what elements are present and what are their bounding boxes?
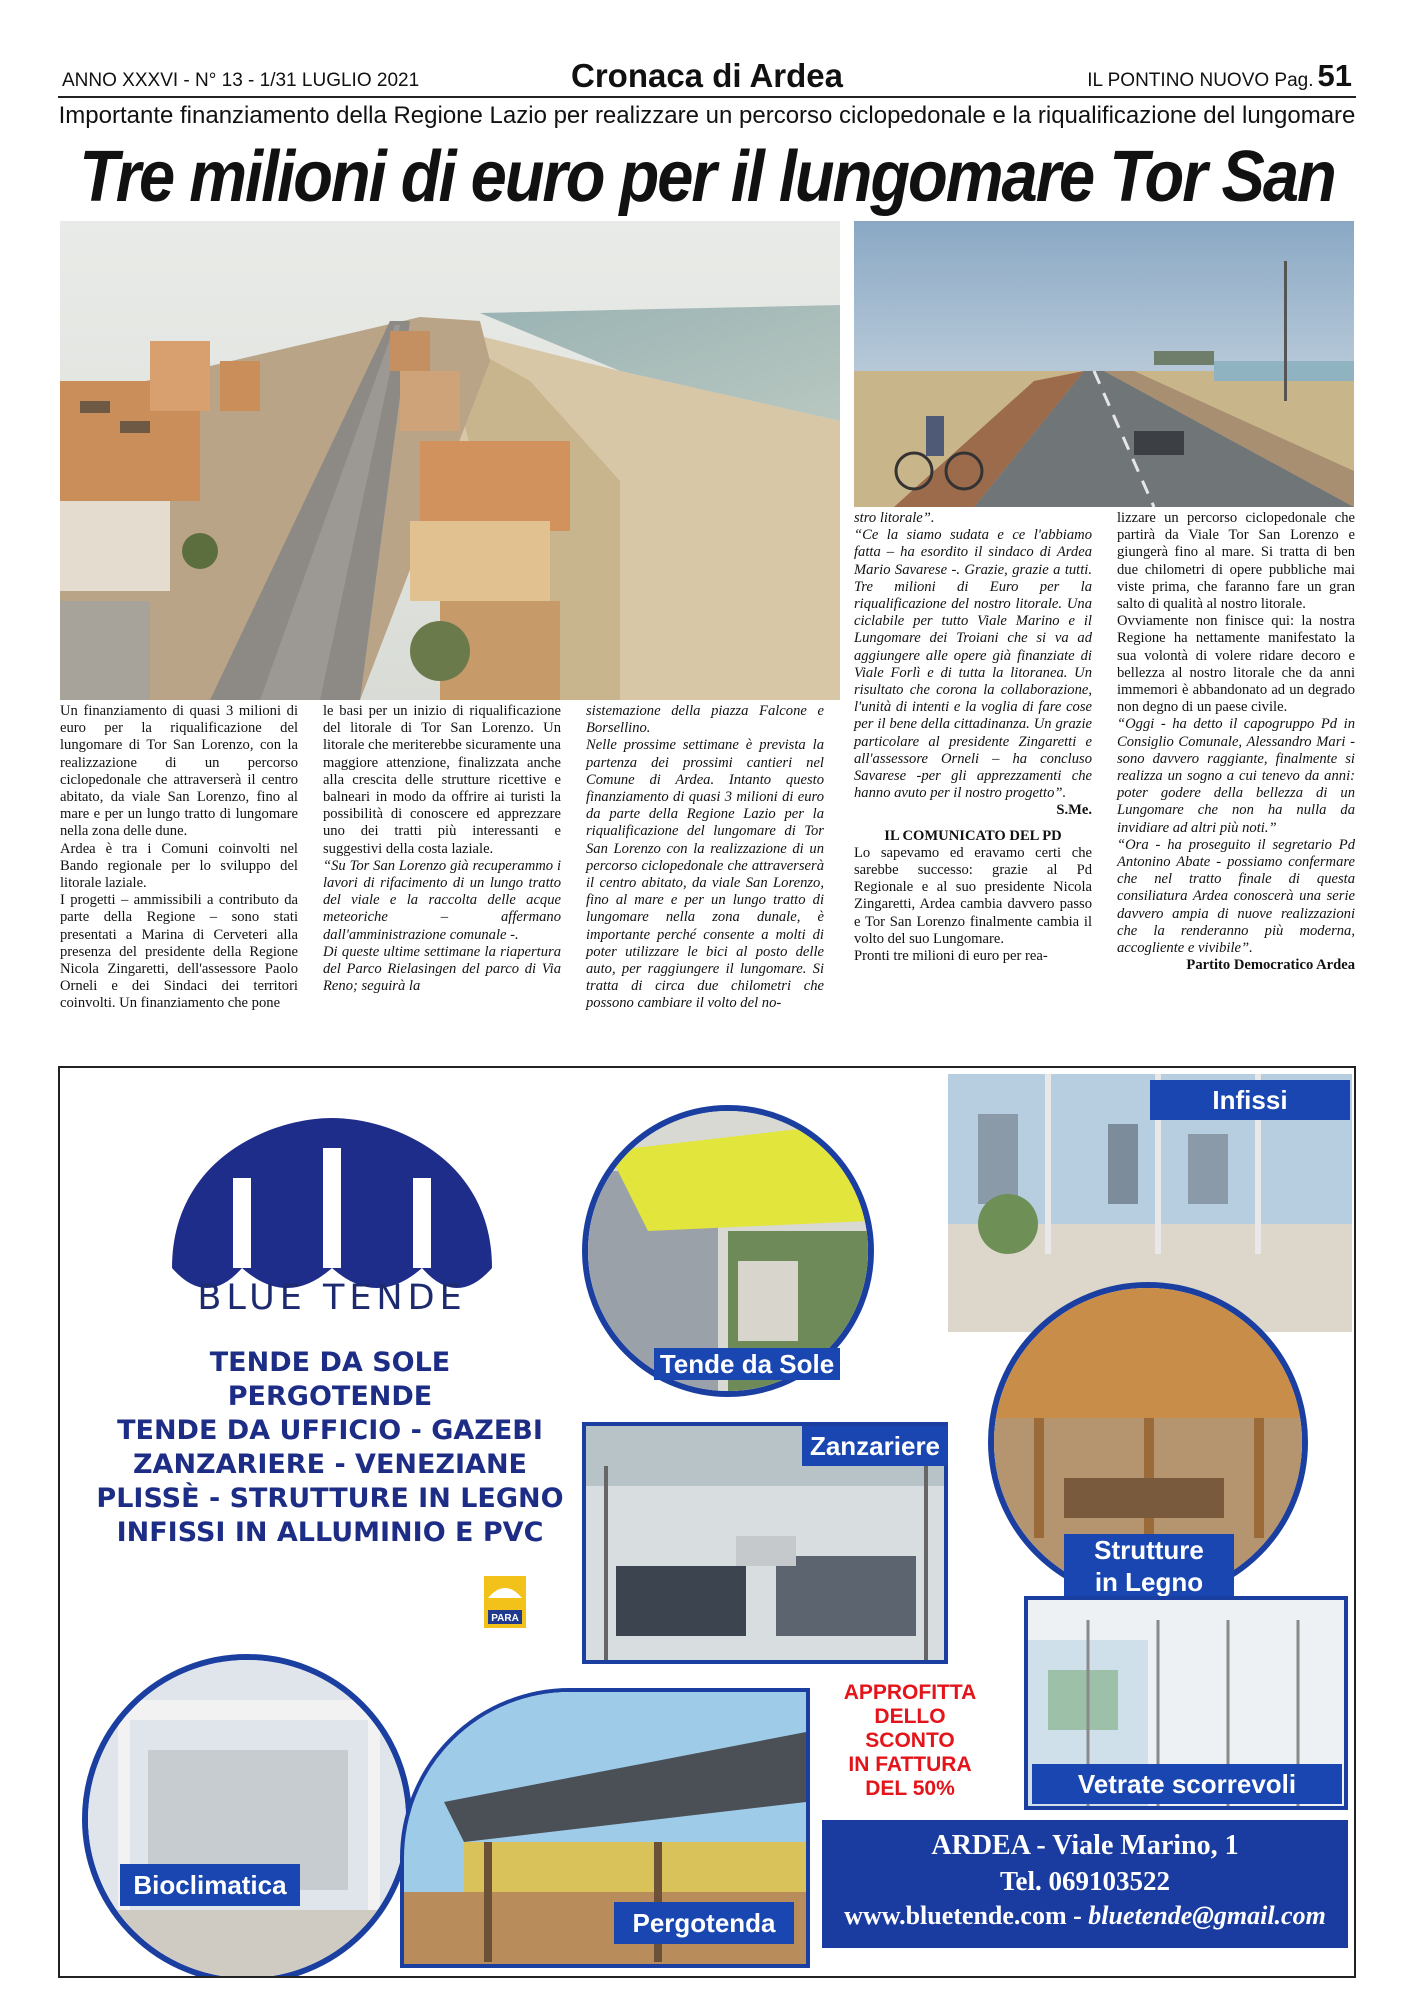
quote-paragraph: Nelle prossime settimane è prevista la partenza dei prossimi cantieri nel Comune di Ardea. Intanto questo finanziamento di quasi 3 milioni di euro da parte della Regione Lazio per la riqualificazione del lungomare di Tor San Lorenzo con la realizzazione di un percorso ciclopedonale che attraverserà il centro abitato, da viale San Lorenzo, fino al mare e per un lungo tratto di lungomare nella zona dunale, è importante perché consente a molti di poter utilizzare le bici al posto delle auto, per raggiungere il lungomare. Si tratta di circa due chilometri che possono cambiare il volto del no- <box>586 737 824 1012</box>
promo-line: SCONTO <box>865 1729 955 1752</box>
article-column-1 <box>60 703 298 1013</box>
aerial-coast-photo <box>60 221 840 700</box>
service-item: INFISSI IN ALLUMINIO E PVC <box>116 1517 544 1548</box>
paragraph: Lo sapevamo ed eravamo certi che sarebbe successo: grazie al Pd Regionale e al suo presidente Nicola Zingaretti, Ardea cambia davvero passo e Tor San Lorenzo finalmente cambia il volto del suo Lungomare. <box>854 844 1092 947</box>
article-column-3 <box>586 703 824 1013</box>
article-column-5 <box>1117 510 1355 974</box>
promo-line: IN FATTURA <box>848 1753 972 1776</box>
section-title: Cronaca di Ardea <box>570 57 844 94</box>
discount-promo <box>822 1681 998 1801</box>
service-item: PERGOTENDE <box>227 1381 433 1412</box>
quote-paragraph: “Su Tor San Lorenzo già recuperammo i lavori di rifacimento di un lungo tratto del viale e la raccolta delle acque meteoriche – affermano dall'amministrazione comunale -. <box>323 857 561 943</box>
phone: Tel. 069103522 <box>999 1866 1170 1896</box>
label-line: in Legno <box>1094 1567 1204 1597</box>
contact-box <box>822 1820 1348 1948</box>
bioclimatica-photo <box>82 1654 412 1978</box>
article-column-4 <box>854 510 1092 965</box>
paragraph: Ovviamente non finisce qui: la nostra Regione ha nettamente manifestato la sua volontà di volere ridare decoro e bellezza al nostro litorale che da anni immemori è abbandonato ad un degrado non degno di un paese civile. <box>1117 613 1355 716</box>
paragraph: lizzare un percorso ciclopedonale che partirà da Viale Tor San Lorenzo e giungerà fino al mare. Si tratta di ben due chilometri di opere pubbliche mai viste prima, che faranno fare un gran salto di qualità al nostro litorale. <box>1117 510 1355 613</box>
page-number: 51 <box>1317 58 1352 93</box>
subheading: IL COMUNICATO DEL PD <box>884 827 1062 844</box>
author-signature: S.Me. <box>1056 802 1092 819</box>
services-list <box>60 1346 600 1550</box>
paragraph: Pronti tre milioni di euro per rea- <box>854 948 1048 965</box>
infissi-label: Infissi <box>1150 1080 1350 1120</box>
service-item: ZANZARIERE - VENEZIANE <box>132 1449 527 1480</box>
brand-name: BLUE TENDE <box>197 1278 467 1318</box>
quote-paragraph: stro litorale”. <box>854 510 935 526</box>
bioclimatica-label: Bioclimatica <box>120 1864 300 1906</box>
article-column-2 <box>323 703 561 995</box>
quote-paragraph: sistemazione della piazza Falcone e Borsellino. <box>586 703 824 737</box>
tende-da-sole-label: Tende da Sole <box>654 1348 840 1380</box>
quote-paragraph: “Ce la siamo sudata e ce l'abbiamo fatta – ha esordito il sindaco di Ardea Mario Savarese -. Grazie, grazie a tutti. Tre milioni di Euro per la riqualificazione del nostro litorale. Una ciclabile per tutto Viale Marino e il Lungomare dei Troiani che si va ad aggiungere alle opere già finanziate di Viale Forlì e di tutta la litoranea. Un risultato che corona la collaborazione, l'unità di intenti e la voglia di fare cose per il bene della cittadinanza. Un grazie particolare al presidente Zingaretti e all'assessore Orneli – ha concluso Savarese -per gli apprezzamenti che hanno avuto per il nostro progetto”. <box>854 527 1092 802</box>
label-line: Strutture <box>1094 1535 1204 1565</box>
masthead <box>58 58 1356 98</box>
email-link[interactable]: bluetende@gmail.com <box>1088 1901 1326 1930</box>
zanzariere-label: Zanzariere <box>802 1426 948 1466</box>
article-headline: Tre milioni di euro per il lungomare Tor San <box>79 135 1335 217</box>
blue-tende-advertisement <box>58 1066 1356 1978</box>
pergotenda-label: Pergotenda <box>614 1902 794 1944</box>
paragraph: I progetti – ammissibili a contributo da parte della Regione – sono stati presentati a Marina di Cerveteri alla presenza del presidente della Regione Nicola Zingaretti, dell'assessore Paolo Orneli e dei Sindaci dei territori coinvolti. Un finanziamento che pone <box>60 892 298 1012</box>
address: ARDEA - Viale Marino, 1 <box>931 1830 1239 1861</box>
issue-info: ANNO XXXVI - N° 13 - 1/31 LUGLIO 2021 <box>62 70 420 91</box>
cycle-path-render <box>854 221 1354 507</box>
quote-paragraph: “Oggi - ha detto il capogruppo Pd in Consiglio Comunale, Alessandro Mari - sono davvero raggiante, finalmente si realizza un sogno a cui tenevo da anni: poter godere della bellezza di un Lungomare che non ha nulla da invidiare ad altri più noti.” <box>1117 716 1355 836</box>
paper-info <box>1087 58 1352 94</box>
service-item: TENDE DA UFFICIO - GAZEBI <box>117 1415 543 1446</box>
article-kicker: Importante finanziamento della Regione Lazio per realizzare un percorso ciclopedonale e la riqualificazione del lungomare <box>58 102 1356 129</box>
service-item: TENDE DA SOLE <box>209 1347 451 1378</box>
promo-line: DELLO <box>874 1705 946 1728</box>
promo-line: APPROFITTA <box>843 1681 977 1704</box>
service-item: PLISSÈ - STRUTTURE IN LEGNO <box>96 1483 564 1514</box>
quote-paragraph: Di queste ultime settimane la riapertura del Parco Rielasingen del parco di Via Reno; seguirà la <box>323 943 561 995</box>
para-logo-text: PARA <box>491 1613 519 1624</box>
paragraph: Ardea è tra i Comuni coinvolti nel Bando regionale per lo sviluppo del litorale laziale. <box>60 840 298 892</box>
quote-paragraph: “Ora - ha proseguito il segretario Pd Antonino Abate - possiamo confermare che nel tratto finale di questa consiliatura Ardea conoscerà una serie davvero ampia di nuove realizzazioni che la renderanno più moderna, accogliente e vivibile”. <box>1117 836 1355 957</box>
paragraph: Un finanziamento di quasi 3 milioni di euro per la riqualificazione del lungomare di Tor San Lorenzo, con la realizzazione di un percorso ciclopedonale che attraverserà il centro abitato, da viale San Lorenzo, fino al mare e per un lungo tratto di lungomare nella zona delle dune. <box>60 703 298 840</box>
vetrate-scorrevoli-label: Vetrate scorrevoli <box>1032 1764 1342 1804</box>
para-logo-icon <box>484 1576 526 1628</box>
author-signature: Partito Democratico Ardea <box>1186 957 1355 974</box>
paper-name: IL PONTINO NUOVO Pag. <box>1087 70 1314 91</box>
website-link[interactable]: www.bluetende.com - <box>844 1901 1082 1930</box>
promo-line: DEL 50% <box>865 1777 955 1800</box>
paragraph: le basi per un inizio di riqualificazione del litorale di Tor San Lorenzo. Un litorale che meriterebbe sicuramente una maggiore attenzione, finalizzata anche alla crescita delle strutture ricettive e balneari in modo da offrire ai turisti la possibilità di conoscere ed apprezzare uno dei tratti più interessanti e suggestivi della costa laziale. <box>323 703 561 857</box>
web-contacts <box>822 1901 1348 1931</box>
strutture-in-legno-label <box>1064 1534 1234 1598</box>
